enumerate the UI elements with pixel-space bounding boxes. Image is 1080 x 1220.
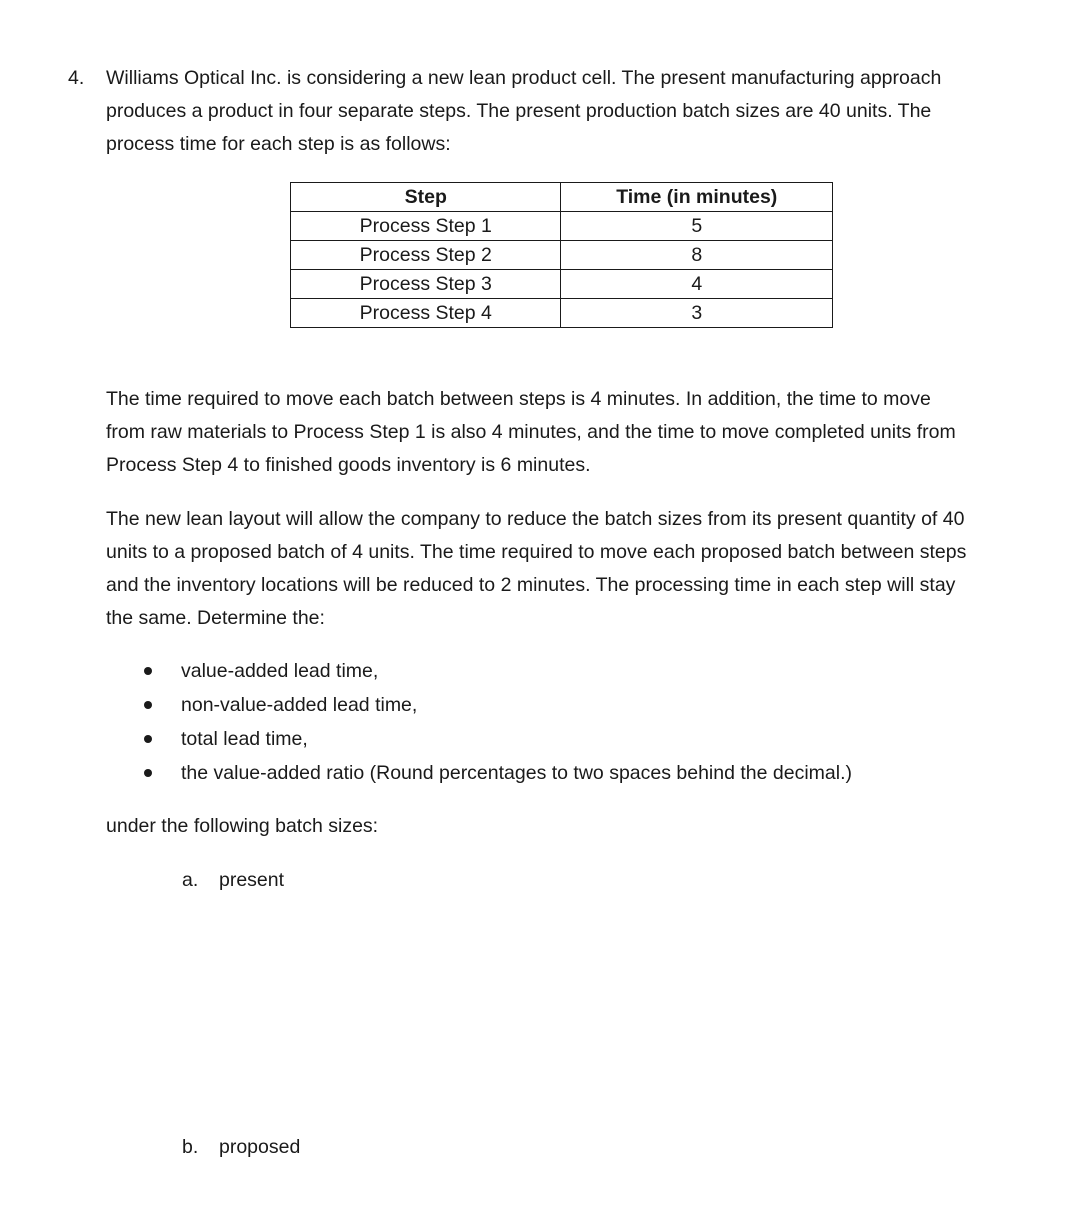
table-row [291, 241, 833, 270]
table-header-row [291, 183, 833, 212]
time-cell: 3 [561, 299, 833, 328]
paragraph-line: The new lean layout will allow the company to reduce the batch sizes from its present quantity of 40 [106, 508, 965, 530]
intro-line: process time for each step is as follows: [106, 133, 451, 155]
part-a-letter: a. [182, 869, 199, 891]
bullet-icon [144, 667, 152, 675]
move-time-paragraph [106, 383, 1066, 482]
list-item-text: the value-added ratio (Round percentages to two spaces behind the decimal.) [181, 762, 852, 784]
paragraph-line: units to a proposed batch of 4 units. The time required to move each proposed batch between steps [106, 541, 967, 563]
time-cell: 4 [561, 270, 833, 299]
intro-line: Williams Optical Inc. is considering a new lean product cell. The present manufacturing approach [106, 67, 942, 89]
question-intro [106, 62, 1066, 161]
part-b-label: proposed [219, 1136, 301, 1158]
process-time-table [290, 182, 833, 328]
part-a-label: present [219, 869, 285, 891]
list-item-text: value-added lead time, [181, 660, 379, 682]
table-row [291, 299, 833, 328]
table-row [291, 212, 833, 241]
paragraph-line: Process Step 4 to finished goods inventory is 6 minutes. [106, 454, 591, 476]
part-b-letter: b. [182, 1136, 199, 1158]
bullet-icon [144, 701, 152, 709]
intro-line: produces a product in four separate steps. The present production batch sizes are 40 units. The [106, 100, 932, 122]
table-row [291, 270, 833, 299]
paragraph-line: from raw materials to Process Step 1 is also 4 minutes, and the time to move completed units from [106, 421, 956, 443]
batch-sizes-intro: under the following batch sizes: [106, 815, 379, 837]
header-step: Step [291, 183, 561, 212]
paragraph-line: and the inventory locations will be reduced to 2 minutes. The processing time in each step will stay [106, 574, 956, 596]
question-number: 4. [68, 67, 85, 89]
lean-layout-paragraph [106, 503, 1066, 635]
time-cell: 5 [561, 212, 833, 241]
step-cell: Process Step 1 [291, 212, 561, 241]
bullet-icon [144, 769, 152, 777]
list-item-text: non-value-added lead time, [181, 694, 418, 716]
list-item-text: total lead time, [181, 728, 308, 750]
bullet-icon [144, 735, 152, 743]
step-cell: Process Step 2 [291, 241, 561, 270]
paragraph-line: the same. Determine the: [106, 607, 325, 629]
paragraph-line: The time required to move each batch between steps is 4 minutes. In addition, the time to move [106, 388, 931, 410]
step-cell: Process Step 4 [291, 299, 561, 328]
time-cell: 8 [561, 241, 833, 270]
step-cell: Process Step 3 [291, 270, 561, 299]
header-time: Time (in minutes) [561, 183, 833, 212]
